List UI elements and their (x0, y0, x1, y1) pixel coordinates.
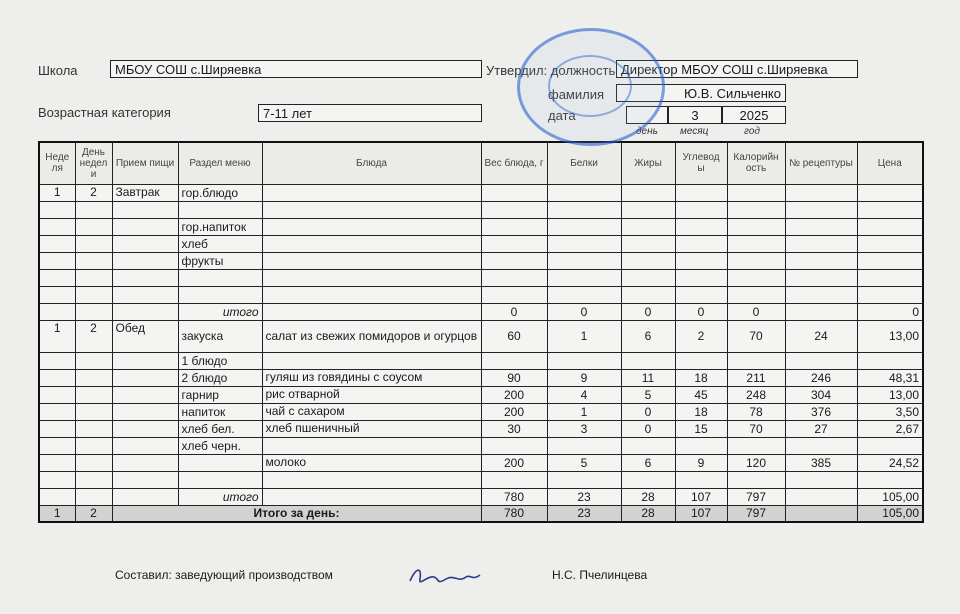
cell-weight (481, 437, 547, 454)
table-row (39, 437, 923, 454)
cell-price (857, 471, 923, 488)
cell-price (857, 235, 923, 252)
cell-dish: хлеб пшеничный (262, 420, 481, 437)
col-day: День недел и (75, 142, 112, 184)
cell-recipe: 385 (785, 454, 857, 471)
cell-meal (112, 352, 178, 369)
table-row (39, 488, 923, 505)
approve-position-field: Директор МБОУ СОШ с.Ширяевка (616, 60, 858, 78)
cell-section (178, 269, 262, 286)
cell-dish (262, 269, 481, 286)
surname-label: фамилия (548, 87, 605, 102)
cell-dish (262, 471, 481, 488)
cell-day (75, 403, 112, 420)
cell-dish: гуляш из говядины с соусом (262, 369, 481, 386)
cell-price: 105,00 (857, 488, 923, 505)
school-label: Школа (38, 63, 78, 78)
surname-field: Ю.В. Сильченко (616, 84, 786, 102)
cell-meal (112, 471, 178, 488)
total-proteins: 23 (547, 505, 621, 522)
cell-weight: 200 (481, 403, 547, 420)
cell-day (75, 352, 112, 369)
approve-label: Утвердил: должность (486, 63, 616, 78)
cell-fats (621, 252, 675, 269)
cell-price: 48,31 (857, 369, 923, 386)
cell-meal (112, 201, 178, 218)
cell-recipe (785, 235, 857, 252)
cell-fats (621, 184, 675, 201)
total-carbs: 107 (675, 505, 727, 522)
cell-carbs (675, 269, 727, 286)
cell-week: 1 (39, 184, 75, 201)
cell-calories (727, 201, 785, 218)
cell-carbs (675, 235, 727, 252)
cell-weight: 60 (481, 320, 547, 352)
table-row (39, 252, 923, 269)
cell-fats (621, 437, 675, 454)
cell-day: 2 (75, 184, 112, 201)
cell-recipe: 376 (785, 403, 857, 420)
table-row (39, 235, 923, 252)
cell-week: 1 (39, 320, 75, 352)
cell-day (75, 488, 112, 505)
cell-price (857, 352, 923, 369)
total-day: 2 (75, 505, 112, 522)
cell-carbs: 18 (675, 369, 727, 386)
date-label: дата (548, 108, 576, 123)
cell-calories: 120 (727, 454, 785, 471)
cell-price (857, 437, 923, 454)
cell-meal (112, 269, 178, 286)
official-stamp (517, 28, 665, 146)
cell-recipe: 24 (785, 320, 857, 352)
cell-meal (112, 403, 178, 420)
cell-weight (481, 269, 547, 286)
cell-section: 1 блюдо (178, 352, 262, 369)
cell-day: 2 (75, 320, 112, 352)
cell-recipe (785, 488, 857, 505)
cell-carbs: 15 (675, 420, 727, 437)
cell-calories (727, 352, 785, 369)
cell-dish (262, 218, 481, 235)
cell-section: гарнир (178, 386, 262, 403)
cell-calories (727, 218, 785, 235)
cell-calories (727, 471, 785, 488)
cell-dish (262, 201, 481, 218)
cell-weight (481, 218, 547, 235)
cell-price (857, 184, 923, 201)
cell-meal: Обед (112, 320, 178, 352)
cell-day (75, 420, 112, 437)
cell-section (178, 454, 262, 471)
cell-proteins (547, 252, 621, 269)
cell-fats (621, 352, 675, 369)
compiled-by-label: Составил: заведующий производством (115, 568, 333, 582)
cell-fats (621, 286, 675, 303)
cell-carbs (675, 218, 727, 235)
cell-weight: 90 (481, 369, 547, 386)
cell-day (75, 235, 112, 252)
cell-price: 24,52 (857, 454, 923, 471)
cell-carbs (675, 352, 727, 369)
cell-dish (262, 488, 481, 505)
cell-dish (262, 352, 481, 369)
cell-fats (621, 471, 675, 488)
cell-price: 2,67 (857, 420, 923, 437)
cell-dish (262, 286, 481, 303)
col-calories: Калорийн ость (727, 142, 785, 184)
cell-week (39, 286, 75, 303)
cell-fats (621, 201, 675, 218)
cell-proteins (547, 235, 621, 252)
cell-section: хлеб черн. (178, 437, 262, 454)
cell-proteins: 9 (547, 369, 621, 386)
table-row (39, 454, 923, 471)
cell-price (857, 218, 923, 235)
cell-week (39, 454, 75, 471)
cell-calories (727, 286, 785, 303)
signature (406, 561, 486, 596)
cell-dish (262, 235, 481, 252)
cell-day (75, 218, 112, 235)
cell-meal (112, 303, 178, 320)
cell-fats: 28 (621, 488, 675, 505)
cell-proteins (547, 184, 621, 201)
cell-meal (112, 454, 178, 471)
cell-section (178, 201, 262, 218)
total-recipe (785, 505, 857, 522)
cell-day (75, 369, 112, 386)
cell-calories (727, 269, 785, 286)
cell-section: гор.блюдо (178, 184, 262, 201)
cell-dish: чай с сахаром (262, 403, 481, 420)
cell-fats: 5 (621, 386, 675, 403)
cell-weight: 780 (481, 488, 547, 505)
table-row (39, 320, 923, 352)
cell-weight: 30 (481, 420, 547, 437)
cell-dish (262, 437, 481, 454)
cell-dish (262, 252, 481, 269)
cell-recipe (785, 218, 857, 235)
cell-meal (112, 369, 178, 386)
col-fats: Жиры (621, 142, 675, 184)
col-weight: Вес блюда, г (481, 142, 547, 184)
school-field: МБОУ СОШ с.Ширяевка (110, 60, 482, 78)
cell-recipe (785, 471, 857, 488)
cell-section (178, 286, 262, 303)
cell-calories: 248 (727, 386, 785, 403)
cell-week (39, 235, 75, 252)
cell-proteins: 1 (547, 320, 621, 352)
cell-calories: 797 (727, 488, 785, 505)
cell-price (857, 269, 923, 286)
table-row (39, 420, 923, 437)
table-row (39, 269, 923, 286)
total-price: 105,00 (857, 505, 923, 522)
total-week: 1 (39, 505, 75, 522)
table-row (39, 184, 923, 201)
cell-price: 0 (857, 303, 923, 320)
cell-day (75, 471, 112, 488)
table-row (39, 218, 923, 235)
cell-meal: Завтрак (112, 184, 178, 201)
table-row (39, 471, 923, 488)
cell-week (39, 218, 75, 235)
cell-week (39, 403, 75, 420)
cell-day (75, 386, 112, 403)
col-carbs: Углевод ы (675, 142, 727, 184)
cell-meal (112, 286, 178, 303)
cell-section: хлеб бел. (178, 420, 262, 437)
cell-meal (112, 235, 178, 252)
cell-day (75, 303, 112, 320)
cell-proteins: 3 (547, 420, 621, 437)
col-recipe: № рецептуры (785, 142, 857, 184)
cell-fats: 6 (621, 454, 675, 471)
cell-price (857, 252, 923, 269)
cell-recipe (785, 184, 857, 201)
cell-meal (112, 218, 178, 235)
cell-day (75, 252, 112, 269)
menu-body (39, 184, 923, 522)
cell-proteins (547, 218, 621, 235)
cell-carbs (675, 286, 727, 303)
cell-carbs: 107 (675, 488, 727, 505)
cell-weight (481, 184, 547, 201)
cell-calories: 0 (727, 303, 785, 320)
table-row (39, 352, 923, 369)
cell-section: напиток (178, 403, 262, 420)
cell-week (39, 420, 75, 437)
cell-recipe (785, 303, 857, 320)
table-row (39, 403, 923, 420)
cell-carbs: 0 (675, 303, 727, 320)
cell-calories: 70 (727, 420, 785, 437)
table-row (39, 386, 923, 403)
table-row (39, 303, 923, 320)
cell-week (39, 488, 75, 505)
date-year-field: 2025 (722, 106, 786, 124)
cell-weight (481, 252, 547, 269)
cell-section: фрукты (178, 252, 262, 269)
cell-day (75, 286, 112, 303)
cell-meal (112, 252, 178, 269)
age-category-label: Возрастная категория (38, 105, 171, 120)
cell-carbs (675, 184, 727, 201)
cell-proteins: 23 (547, 488, 621, 505)
cell-recipe: 27 (785, 420, 857, 437)
cell-recipe (785, 252, 857, 269)
cell-recipe (785, 352, 857, 369)
cell-fats (621, 218, 675, 235)
cell-weight (481, 286, 547, 303)
cell-proteins: 5 (547, 454, 621, 471)
cell-day (75, 269, 112, 286)
date-year-caption: год (744, 126, 760, 137)
cell-weight: 0 (481, 303, 547, 320)
cell-fats: 0 (621, 303, 675, 320)
cell-fats: 11 (621, 369, 675, 386)
cell-proteins (547, 352, 621, 369)
cell-fats: 0 (621, 403, 675, 420)
date-month-caption: месяц (680, 126, 709, 137)
cell-section: итого (178, 488, 262, 505)
cell-dish (262, 303, 481, 320)
cell-carbs: 9 (675, 454, 727, 471)
cell-section: 2 блюдо (178, 369, 262, 386)
cell-price (857, 286, 923, 303)
cell-recipe (785, 437, 857, 454)
table-row (39, 286, 923, 303)
cell-carbs: 18 (675, 403, 727, 420)
cell-section (178, 471, 262, 488)
date-day-caption: день (636, 126, 658, 137)
col-proteins: Белки (547, 142, 621, 184)
cell-recipe: 246 (785, 369, 857, 386)
cell-fats (621, 269, 675, 286)
cell-week (39, 269, 75, 286)
cell-recipe (785, 269, 857, 286)
cell-weight (481, 201, 547, 218)
col-dishes: Блюда (262, 142, 481, 184)
total-weight: 780 (481, 505, 547, 522)
age-category-field: 7-11 лет (258, 104, 482, 122)
cell-carbs (675, 252, 727, 269)
cell-proteins: 1 (547, 403, 621, 420)
cell-dish: рис отварной (262, 386, 481, 403)
menu-table (38, 141, 924, 523)
date-month-field: 3 (668, 106, 722, 124)
cell-carbs (675, 437, 727, 454)
cell-week (39, 437, 75, 454)
cell-fats: 0 (621, 420, 675, 437)
cell-calories: 78 (727, 403, 785, 420)
cell-calories: 211 (727, 369, 785, 386)
cell-price (857, 201, 923, 218)
cell-calories (727, 184, 785, 201)
cell-proteins (547, 471, 621, 488)
col-meal: Прием пищи (112, 142, 178, 184)
cell-proteins (547, 286, 621, 303)
cell-recipe: 304 (785, 386, 857, 403)
cell-section: хлеб (178, 235, 262, 252)
col-week: Неде ля (39, 142, 75, 184)
day-total-label: Итого за день: (112, 505, 481, 522)
cell-weight (481, 235, 547, 252)
cell-proteins (547, 269, 621, 286)
table-row (39, 369, 923, 386)
day-total-row (39, 505, 923, 522)
cell-dish: молоко (262, 454, 481, 471)
cell-proteins (547, 437, 621, 454)
cell-meal (112, 437, 178, 454)
cell-recipe (785, 286, 857, 303)
cell-fats (621, 235, 675, 252)
cell-dish: салат из свежих помидоров и огурцов (262, 320, 481, 352)
cell-weight (481, 352, 547, 369)
cell-dish (262, 184, 481, 201)
cell-day (75, 437, 112, 454)
table-header-row (39, 142, 923, 184)
cell-meal (112, 488, 178, 505)
col-price: Цена (857, 142, 923, 184)
total-calories: 797 (727, 505, 785, 522)
cell-section: итого (178, 303, 262, 320)
cell-calories (727, 235, 785, 252)
cell-week (39, 352, 75, 369)
compiled-by-name: Н.С. Пчелинцева (552, 568, 648, 582)
cell-price: 13,00 (857, 320, 923, 352)
cell-carbs: 2 (675, 320, 727, 352)
col-section: Раздел меню (178, 142, 262, 184)
cell-proteins: 4 (547, 386, 621, 403)
cell-week (39, 252, 75, 269)
cell-section: гор.напиток (178, 218, 262, 235)
cell-week (39, 471, 75, 488)
cell-proteins: 0 (547, 303, 621, 320)
cell-meal (112, 386, 178, 403)
cell-week (39, 386, 75, 403)
cell-price: 3,50 (857, 403, 923, 420)
cell-carbs: 45 (675, 386, 727, 403)
cell-carbs (675, 471, 727, 488)
cell-weight (481, 471, 547, 488)
cell-carbs (675, 201, 727, 218)
cell-weight: 200 (481, 454, 547, 471)
cell-calories (727, 252, 785, 269)
cell-day (75, 201, 112, 218)
cell-week (39, 303, 75, 320)
table-row (39, 201, 923, 218)
cell-calories: 70 (727, 320, 785, 352)
cell-meal (112, 420, 178, 437)
total-fats: 28 (621, 505, 675, 522)
cell-section: закуска (178, 320, 262, 352)
cell-price: 13,00 (857, 386, 923, 403)
cell-proteins (547, 201, 621, 218)
cell-day (75, 454, 112, 471)
cell-week (39, 201, 75, 218)
cell-week (39, 369, 75, 386)
cell-weight: 200 (481, 386, 547, 403)
cell-fats: 6 (621, 320, 675, 352)
cell-calories (727, 437, 785, 454)
cell-recipe (785, 201, 857, 218)
